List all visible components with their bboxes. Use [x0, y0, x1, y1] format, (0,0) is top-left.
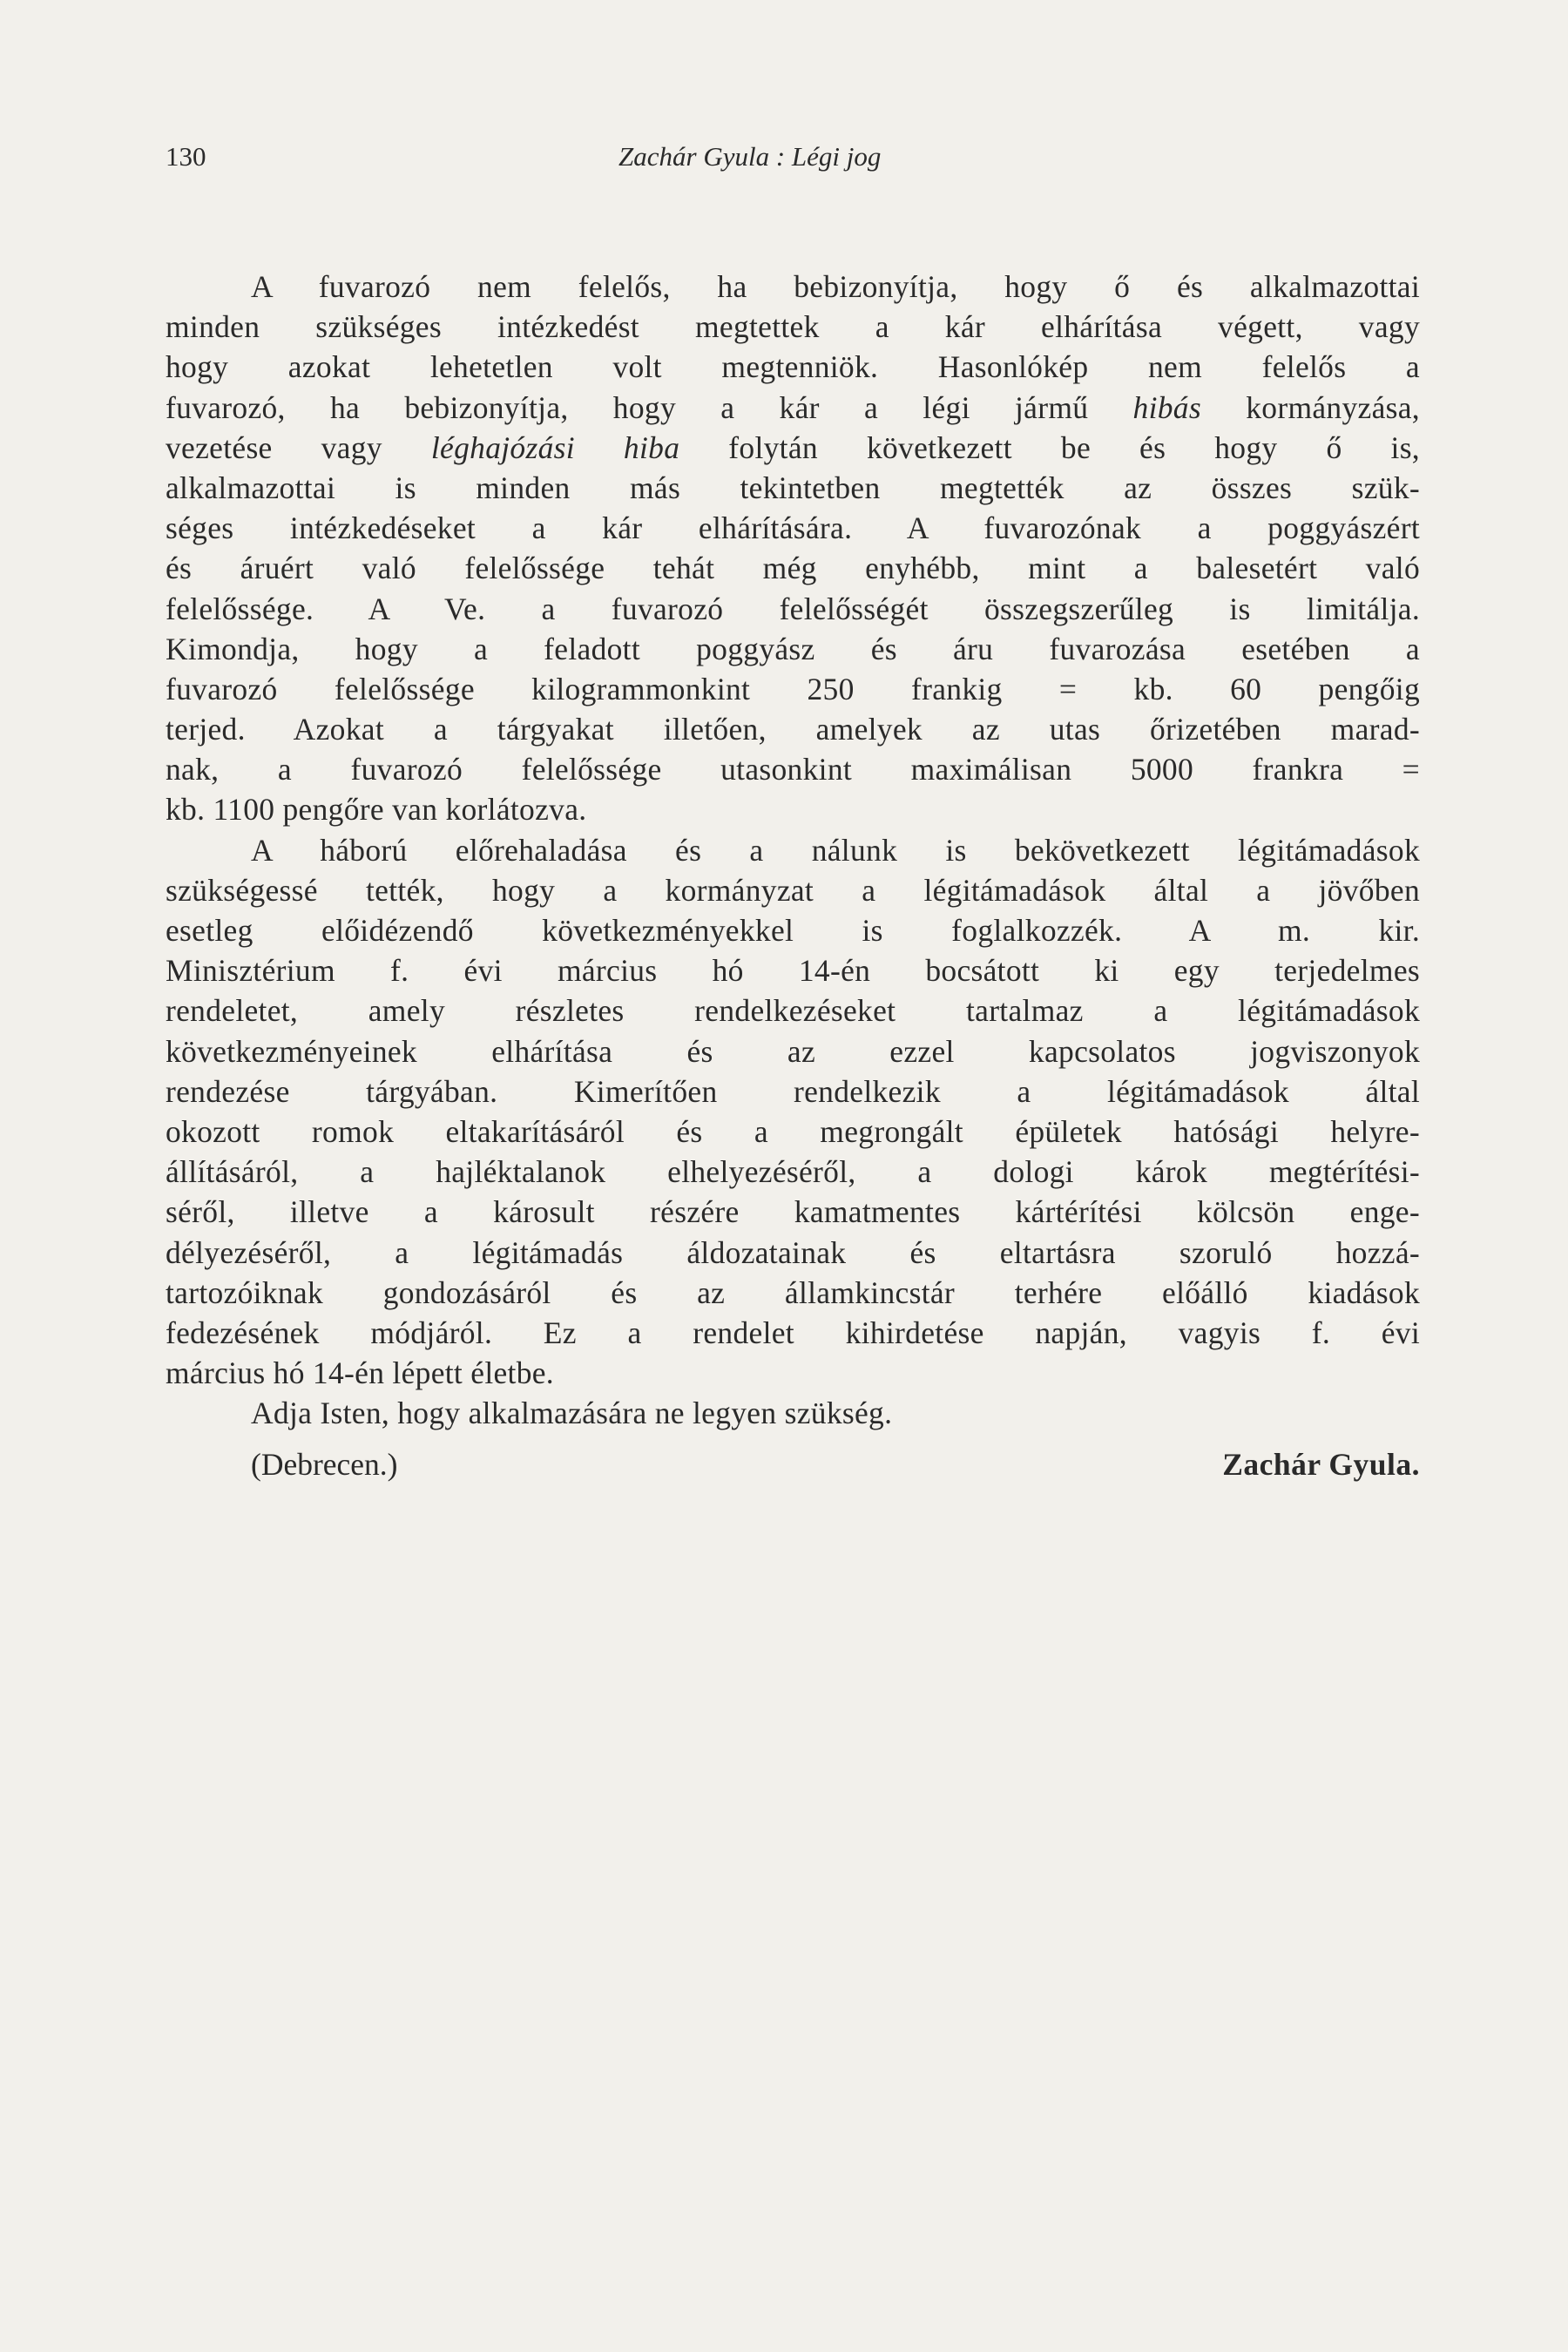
signature-author: Zachár Gyula.: [1222, 1447, 1420, 1483]
text-line: esetleg előidézendő következményekkel is foglalkozzék. A m. kir.: [166, 913, 1420, 948]
text-line: fuvarozó felelőssége kilogrammonkint 250 frankig = kb. 60 pengőig: [166, 671, 1420, 706]
page-number: 130: [166, 141, 206, 172]
text-line: minden szükséges intézkedést megtettek a kár elhárítása végett, vagy: [166, 309, 1420, 345]
paragraph-3: [166, 1393, 1420, 1433]
text-line: délyezéséről, a légitámadás áldozatainak és eltartásra szoruló hozzá-: [166, 1234, 1420, 1270]
text-line: okozott romok eltakarításáról és a megrongált épületek hatósági helyre-: [166, 1113, 1420, 1149]
signature-place: (Debrecen.): [251, 1447, 398, 1483]
text-line: Kimondja, hogy a feladott poggyász és áru fuvarozása esetében a: [166, 631, 1420, 666]
text-line: szükségessé tették, hogy a kormányzat a légitámadások által a jövőben: [166, 872, 1420, 908]
text-line: és áruért való felelőssége tehát még enyhébb, mint a balesetért való: [166, 551, 1420, 586]
italic-term: hibás: [1132, 389, 1201, 425]
text-line: tartozóiknak gondozásáról és az államkincstár terhére előálló kiadások: [166, 1274, 1420, 1310]
text-line: A háború előrehaladása és a nálunk is bekövetkezett légitámadások: [251, 832, 1420, 868]
text-line: március hó 14-én lépett életbe.: [166, 1355, 554, 1391]
text-line: [166, 388, 1420, 428]
paragraph-1: [166, 267, 1420, 830]
paragraph-2: [166, 830, 1420, 1394]
text-line: Adja Isten, hogy alkalmazására ne legyen szükség.: [251, 1396, 893, 1431]
text-line: állításáról, a hajléktalanok elhelyezéséről, a dologi károk megtérítési-: [166, 1154, 1420, 1190]
text-line: következményeinek elhárítása és az ezzel kapcsolatos jogviszonyok: [166, 1033, 1420, 1069]
text-line: alkalmazottai is minden más tekintetben megtették az összes szük-: [166, 470, 1420, 505]
text-line: nak, a fuvarozó felelőssége utasonkint maximálisan 5000 frankra =: [166, 752, 1420, 787]
text-fragment: fuvarozó, ha bebizonyítja, hogy a kár a légi jármű: [166, 389, 1089, 425]
text-fragment: folytán következett be és hogy ő is,: [728, 429, 1420, 465]
text-line: rendezése tárgyában. Kimerítően rendelkezik a légitámadások által: [166, 1073, 1420, 1109]
text-line: rendeletet, amely részletes rendelkezéseket tartalmaz a légitámadások: [166, 993, 1420, 1029]
signature-block: [166, 1440, 1420, 1489]
text-line: felelőssége. A Ve. a fuvarozó felelősségét összegszerűleg is limitálja.: [166, 591, 1420, 626]
running-title: Zachár Gyula : Légi jog: [618, 141, 882, 172]
text-line: terjed. Azokat a tárgyakat illetően, amelyek az utas őrizetében marad-: [166, 712, 1420, 747]
italic-term: léghajózási hiba: [430, 429, 680, 465]
running-header: [166, 141, 1420, 185]
text-line: hogy azokat lehetetlen volt megtenniök. Hasonlókép nem felelős a: [166, 349, 1420, 385]
text-fragment: vezetése vagy: [166, 429, 382, 465]
text-line: kb. 1100 pengőre van korlátozva.: [166, 792, 587, 828]
text-line: Minisztérium f. évi március hó 14-én bocsátott ki egy terjedelmes: [166, 953, 1420, 989]
text-line: [166, 428, 1420, 468]
text-line: séről, illetve a károsult részére kamatmentes kártérítési kölcsön enge-: [166, 1194, 1420, 1230]
text-fragment: kormányzása,: [1246, 389, 1420, 425]
body-text: [166, 267, 1420, 1489]
text-line: A fuvarozó nem felelős, ha bebizonyítja, hogy ő és alkalmazottai: [251, 269, 1420, 304]
text-line: séges intézkedéseket a kár elhárítására. A fuvarozónak a poggyászért: [166, 510, 1420, 546]
text-line: fedezésének módjáról. Ez a rendelet kihirdetése napján, vagyis f. évi: [166, 1315, 1420, 1350]
